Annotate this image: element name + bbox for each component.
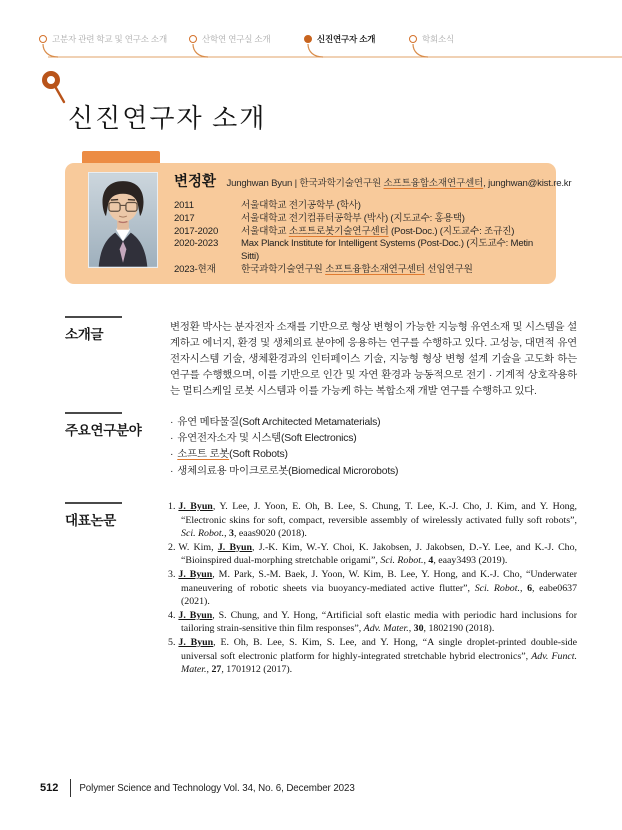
nav-tab[interactable] [409,33,454,45]
bullet-icon: · [170,417,174,428]
timeline-row [174,238,549,264]
timeline-year: 2023-현재 [174,263,216,275]
publication-citation: J. Byun, S. Chung, and Y. Hong, “Artificial soft elastic media with periodic hard inclusions for tailoring strain-sensitive thin film responses”, Adv. Mater., 30, 1802190 (2018). [178,609,577,635]
page-title: 신진연구자 소개 [68,104,267,133]
research-area-item [170,415,577,431]
nav-tab-label: 학회소식 [422,34,455,44]
timeline-year: 2017 [174,212,195,224]
nav-tab[interactable] [189,33,270,45]
timeline-description: 서울대학교 소프트로봇기술연구센터 (Post-Doc.) (지도교수: 조규진) [241,225,515,237]
timeline-year: 2011 [174,200,194,211]
research-area-item [170,464,577,480]
timeline-description: 서울대학교 전기컴퓨터공학부 (박사) (지도교수: 홍용택) [241,212,465,224]
profile-photo [88,172,158,268]
section-research-label: 주요연구분야 [65,423,142,438]
bullet-icon: · [170,465,174,477]
publication-number: 4. [168,609,176,621]
researcher-affiliation: Junghwan Byun | 한국과학기술연구원 소프트융합소재연구센터, junghwan@kist.re.kr [226,178,572,189]
section-research-header [65,412,142,440]
publication-item [168,541,577,568]
research-area-text: 생체의료용 마이크로로봇(Biomedical Microrobots) [177,465,399,477]
nav-dot-icon [409,35,417,43]
section-papers-label: 대표논문 [65,513,116,528]
nav-tab[interactable] [304,33,375,45]
profile-card-tab [82,151,160,163]
page-footer [40,779,355,797]
publication-item [168,500,577,541]
footer-divider [70,779,71,797]
footer-journal-title: Polymer Science and Technology Vol. 34, No. 6, December 2023 [79,782,355,794]
bullet-icon: · [170,433,174,445]
timeline-row [174,213,549,226]
profile-info [174,170,572,277]
profile-card [65,163,572,284]
timeline-year: 2020-2023 [174,238,219,250]
timeline-description: Max Planck Institute for Intelligent Systems (Post-Doc.) (지도교수: Metin Sitti) [241,238,533,263]
research-area-list [170,415,577,480]
publication-number: 1. [168,501,176,512]
timeline-row [174,264,549,277]
timeline-description: 한국과학기술연구원 소프트융합소재연구센터 선임연구원 [241,263,473,275]
nav-tab-label: 신진연구자 소개 [317,34,376,44]
research-area-text: 유연 메타물질(Soft Architected Metamaterials) [177,417,381,428]
section-papers-header [65,502,122,530]
publication-number: 5. [168,636,176,648]
page-number: 512 [40,782,59,794]
timeline-row [174,226,549,239]
timeline-year: 2017-2020 [174,225,219,237]
research-area-text: 유연전자소자 및 시스템(Soft Electronics) [177,433,357,445]
timeline-row [174,200,549,213]
publication-item [168,568,577,609]
researcher-name: 변정환 [174,174,217,190]
nav-tab-label: 고분자 관련 학교 및 연구소 소개 [52,34,167,44]
publication-citation: J. Byun, E. Oh, B. Lee, S. Kim, S. Lee, and Y. Hong, “A single droplet-printed double-side universal soft electronic platform for highly-integrated stretchable hybrid electronics”, Adv. Funct. Mater., 27, 1701912 (2017). [178,636,578,676]
bullet-icon: · [170,449,174,461]
publication-item [168,636,577,677]
publication-item [168,609,577,636]
section-intro-label: 소개글 [65,327,104,342]
research-area-item [170,447,577,463]
timeline-description: 서울대학교 전기공학부 (학사) [241,200,361,211]
career-timeline [174,200,549,277]
nav-tab-label: 산학연 연구실 소개 [202,34,271,44]
profile-name-row [174,170,572,191]
nav-dot-icon [304,35,312,43]
research-area-item [170,431,577,447]
section-intro-header [65,316,122,344]
research-area-text: 소프트 로봇(Soft Robots) [177,449,288,461]
publication-citation: J. Byun, Y. Lee, J. Yoon, E. Oh, B. Lee, S. Chung, T. Lee, K.-J. Cho, J. Kim, and Y. Hong, “Electronic skins for soft, compact, reversible assembly of wirelessly activated fully soft robots”, Sci. Robot., 3, eaas9020 (2018). [178,501,578,540]
publication-list [168,500,577,677]
intro-paragraph: 변정환 박사는 분자전자 소재를 기반으로 형상 변형이 가능한 지능형 유연소재 및 시스템을 설계하고 에너지, 환경 및 생체의료 분야에 응용하는 연구를 수행하고 있다. 고성능, 대면적 유연전자시스템 기술, 생체환경과의 인터페이스 기술, 지능형 형상 변형 설계 기술을 고도화 하는 연구를 수행했으며, 이를 기반으로 인간 및 자연 환경과 능동적으로 전기 · 기계적 상호작용하는 멀티스케일 로봇 시스템과 이를 가능케 하는 복합소재 개발 연구를 수행하고 있다. [170,322,577,398]
publication-citation: J. Byun, M. Park, S.-M. Baek, J. Yoon, W. Kim, B. Lee, Y. Hong, and K.-J. Cho, “Underwater maneuvering of robotic sheets via buoyancy-mediated active flutter”, Sci. Robot., 6, eabe0637 (2021). [178,568,578,608]
nav-dot-icon [39,35,47,43]
publication-citation: W. Kim, J. Byun, J.-K. Kim, W.-Y. Choi, K. Jakobsen, J. Jakobsen, D.-Y. Lee, and K.-J. Cho, “Bioinspired dual-morphing stretchable origami”, Sci. Robot., 4, eaay3493 (2019). [178,541,578,567]
publication-number: 2. [168,541,176,553]
nav-dot-icon [189,35,197,43]
section-marker-icon [36,64,72,110]
publication-number: 3. [168,568,176,580]
nav-tab[interactable] [39,33,167,45]
